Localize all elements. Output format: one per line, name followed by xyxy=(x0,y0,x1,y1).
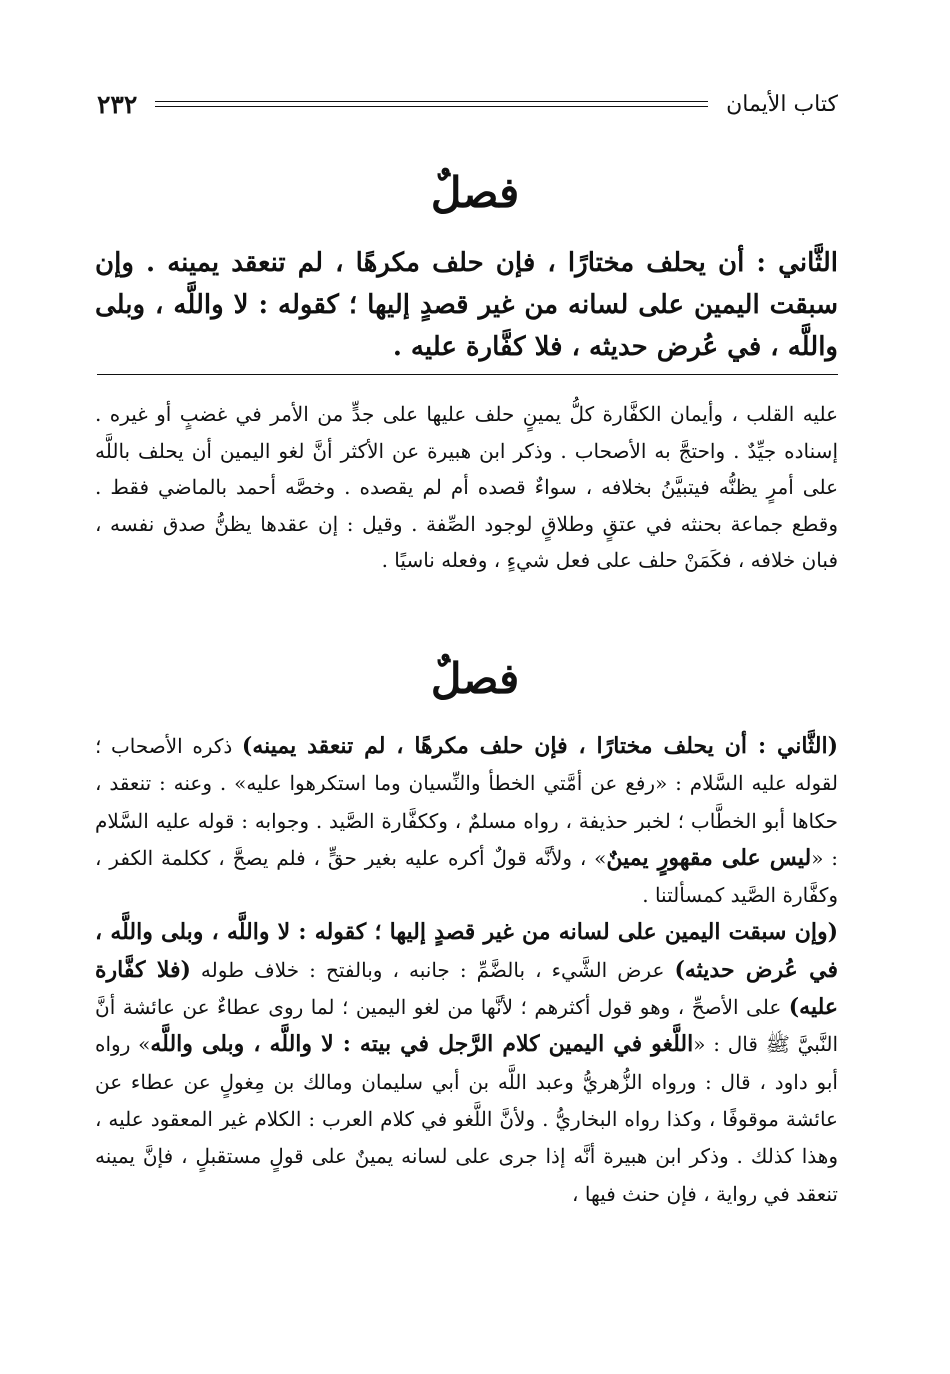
matn-separator-rule xyxy=(97,374,838,375)
commentary-paragraph-2 xyxy=(95,728,838,914)
hadith-quote: ليس على مقهورٍ يمينٌ xyxy=(606,844,812,871)
commentary-text: عرض الشَّيء ، بالضَّمِّ : جانبه ، وبالفتح : خلاف طوله xyxy=(190,957,675,982)
commentary-text: » ، ولأنَّه قولٌ أكره عليه بغير حقٍّ ، فلم يصحَّ ، ككلمة الكفر ، وكفَّارة الصَّيد كمسألتنا . xyxy=(95,845,838,908)
matn-quote: (وإن سبقت اليمين على لسانه من غير قصدٍ إليها ؛ كقوله : لا واللَّه ، وبلى واللَّه ، في عُرض حديثه) xyxy=(95,919,839,983)
commentary-paragraph-1: عليه القلب ، وأيمان الكفَّارة كلُّ يمينٍ حلف عليها على جدٍّ من الأمر في غضبٍ أو غيره . إسناده جيِّدٌ . واحتجَّ به الأصحاب . وذكر ابن هبيرة عن الأكثر أنَّ لغو اليمين أن يحلف باللَّه على أمرٍ يظنُّه فيتبيَّنُ بخلافه ، سواءٌ قصده أم لم يقصده . وخصَّه أحمد بالماضي فقط . وقطع جماعة بحنثه في عتقٍ وطلاقٍ لوجود الصِّفة . وقيل : إن عقدها يظنُّ صدق نفسه ، فبان خلافه ، فكَمَنْ حلف على فعل شيءٍ ، وفعله ناسيًا . xyxy=(95,402,838,572)
commentary-text: ذكره الأصحاب ؛ لقوله عليه السَّلام : «رفع عن أمَّتي الخطأ والنِّسيان وما استكرهوا عليه» . وعنه : تنعقد ، حكاها أبو الخطَّاب ؛ لخبر حذيفة ، رواه مسلمٌ ، وككفَّارة الصَّيد . وجوابه : قوله عليه السَّلام : « xyxy=(95,734,838,870)
commentary-section-2 xyxy=(95,728,838,1213)
commentary-text: » رواه أبو داود ، قال : ورواه الزُّهريُّ وعبد اللَّه بن أبي سليمان ومالك بن مِغولٍ عن عطاء عن عائشة موقوفًا ، وكذا رواه البخاريُّ . ولأنَّ اللَّغو في كلام العرب : الكلام غير المعقود عليه ، وهذا كذلك . وذكر ابن هبيرة أنَّه إذا جرى على لسانه يمينٌ على قولٍ مستقبلٍ ، فإنَّ يمينه تنعقد في رواية ، فإن حنث فيها ، xyxy=(95,1032,838,1206)
matn-quote: (فلا كفَّارة عليه) xyxy=(95,956,838,1021)
header-rule xyxy=(155,101,708,107)
book-title: كتاب الأيمان xyxy=(726,91,838,117)
matn-paragraph: الثَّاني : أن يحلف مختارًا ، فإن حلف مكرهًا ، لم تنعقد يمينه . وإن سبقت اليمين على لسانه من غير قصدٍ إليها ؛ كقوله : لا واللَّه ، وبلى واللَّه ، في عُرض حديثه ، فلا كفَّارة عليه . xyxy=(95,248,838,362)
page-number: ٢٣٢ xyxy=(97,89,138,119)
commentary-paragraph-3 xyxy=(95,914,838,1212)
hadith-quote: اللَّغو في اليمين كلام الرَّجل في بيته : لا واللَّه ، وبلى واللَّه xyxy=(150,1031,694,1058)
matn-quote: (الثَّاني : أن يحلف مختارًا ، فإن حلف مكرهًا ، لم تنعقد يمينه) xyxy=(241,733,838,759)
commentary-text: على الأصحِّ ، وهو قول أكثرهم ؛ لأنَّها من لغو اليمين ؛ لما روى عطاءٌ عن عائشة أنَّ النَّبيَّ ﷺ قال : « xyxy=(95,995,839,1057)
section-heading-2: فصلٌ xyxy=(430,654,520,703)
running-header xyxy=(97,84,838,124)
section-heading-1: فصلٌ xyxy=(430,168,520,217)
